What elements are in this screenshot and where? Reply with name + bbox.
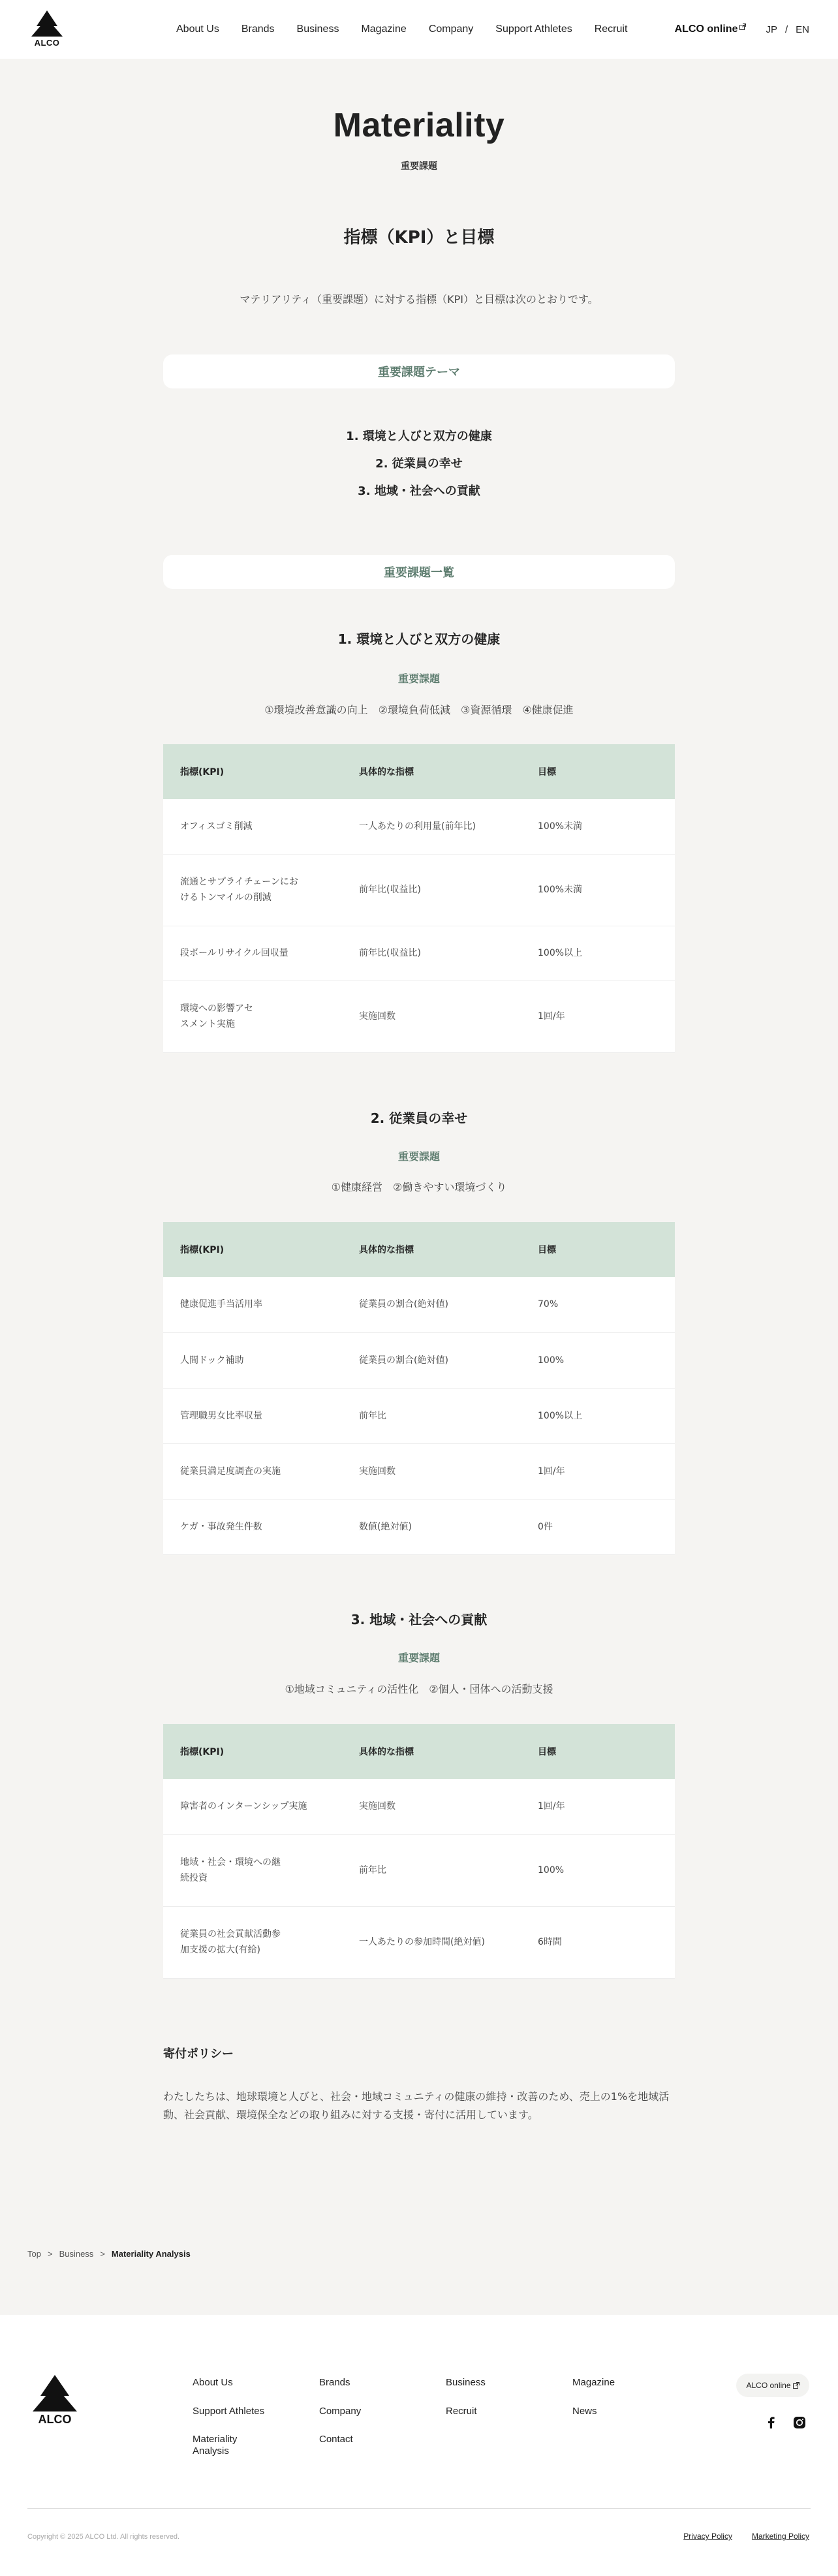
table-row <box>163 1277 675 1332</box>
cell-indicator: 前年比(収益比) <box>342 854 521 926</box>
cell-target: 70% <box>521 1277 675 1332</box>
section-items: ①環境改善意識の向上 ②環境負荷低減 ③資源循環 ④健康促進 <box>264 704 574 716</box>
cell-kpi: 障害者のインターンシップ実施 <box>163 1779 342 1834</box>
language-switch <box>766 24 809 35</box>
table-header-row <box>163 1222 675 1277</box>
nav-company[interactable]: Company <box>428 24 474 35</box>
site-footer <box>0 2315 838 2576</box>
cell-target: 100% <box>521 1332 675 1388</box>
page-title: Materiality <box>333 106 505 144</box>
cell-target: 100%以上 <box>521 1388 675 1443</box>
footer-logo[interactable] <box>27 2374 82 2426</box>
lang-jp[interactable]: JP <box>766 24 777 35</box>
cell-indicator: 実施回数 <box>342 1779 521 1834</box>
cell-target: 0件 <box>521 1499 675 1554</box>
table-row <box>163 1499 675 1554</box>
breadcrumb-business[interactable]: Business <box>59 2249 94 2259</box>
copyright: Copyright © 2025 ALCO Ltd. All rights reserved. <box>27 2533 180 2541</box>
header-target: 目標 <box>521 744 675 799</box>
breadcrumb-current: Materiality Analysis <box>111 2249 191 2259</box>
table-header-row <box>163 1724 675 1779</box>
footer-alco-online-button[interactable] <box>736 2374 809 2397</box>
site-header <box>0 0 838 59</box>
nav-support-athletes[interactable]: Support Athletes <box>495 24 572 35</box>
cell-kpi-text: 流通とサプライチェーンにおけるトンマイルの削減 <box>180 877 298 903</box>
nav-about-us[interactable]: About Us <box>176 24 219 35</box>
cell-target: 100%未満 <box>521 854 675 926</box>
table-row <box>163 981 675 1052</box>
section-label: 重要課題 <box>397 672 440 685</box>
table-row <box>163 1388 675 1443</box>
lang-separator: / <box>784 24 788 35</box>
table-row <box>163 799 675 854</box>
main-nav <box>176 0 649 59</box>
header-right <box>675 0 809 59</box>
cell-kpi: ケガ・事故発生件数 <box>163 1499 342 1554</box>
theme-pill: 重要課題テーマ <box>163 354 675 388</box>
footer-link-magazine[interactable]: Magazine <box>572 2377 615 2388</box>
footer-legal-links <box>683 2532 809 2541</box>
header-kpi: 指標(KPI) <box>163 1222 342 1277</box>
header-indicator: 具体的な指標 <box>342 1222 521 1277</box>
nav-magazine[interactable]: Magazine <box>361 24 407 35</box>
nav-brands[interactable]: Brands <box>241 24 275 35</box>
cell-indicator: 実施回数 <box>342 981 521 1052</box>
header-target: 目標 <box>521 1724 675 1779</box>
cell-kpi: 段ボールリサイクル回収量 <box>163 926 342 981</box>
header-indicator: 具体的な指標 <box>342 1724 521 1779</box>
footer-divider <box>27 2508 811 2509</box>
instagram-glyph <box>793 2416 806 2429</box>
facebook-icon[interactable] <box>764 2415 778 2430</box>
cell-target: 100%以上 <box>521 926 675 981</box>
kpi-table-2 <box>163 1222 675 1555</box>
table-header-row <box>163 744 675 799</box>
breadcrumb <box>27 2249 191 2259</box>
policy-text: わたしたちは、地球環境と人びと、社会・地域コミュニティの健康の維持・改善のため、売上の1%を地域活動、社会貢献、環境保全などの取り組みに対する支援・寄付に活用しています。 <box>163 2090 670 2121</box>
cell-kpi <box>163 1834 342 1906</box>
alco-logo[interactable] <box>27 9 67 48</box>
footer-logo-text: ALCO <box>38 2413 72 2426</box>
cell-target: 1回/年 <box>521 981 675 1052</box>
footer-link-news[interactable]: News <box>572 2406 597 2417</box>
list-pill: 重要課題一覧 <box>163 555 675 589</box>
cell-indicator: 前年比 <box>342 1388 521 1443</box>
breadcrumb-separator: > <box>100 2249 105 2259</box>
footer-link-about-us[interactable]: About Us <box>193 2377 233 2388</box>
section-label: 重要課題 <box>397 1150 440 1163</box>
cell-kpi-text: 地域・社会・環境への継続投資 <box>180 1857 281 1883</box>
table-row <box>163 926 675 981</box>
theme-item: 1. 環境と人びと双方の健康 <box>346 430 492 443</box>
cell-indicator: 一人あたりの利用量(前年比) <box>342 799 521 854</box>
section-items: ①地域コミュニティの活性化 ②個人・団体への活動支援 <box>285 1683 553 1695</box>
cell-kpi <box>163 854 342 926</box>
table-row <box>163 1779 675 1834</box>
section-title: 3. 地域・社会への貢献 <box>350 1612 488 1627</box>
privacy-policy-link[interactable]: Privacy Policy <box>683 2532 732 2541</box>
external-link-icon <box>793 2382 799 2389</box>
marketing-policy-link[interactable]: Marketing Policy <box>751 2532 809 2541</box>
page-subtitle: 重要課題 <box>401 161 437 172</box>
header-target: 目標 <box>521 1222 675 1277</box>
alco-online-label: ALCO online <box>674 24 738 35</box>
lead-text: マテリアリティ（重要課題）に対する指標（KPI）と目標は次のとおりです。 <box>240 293 598 306</box>
cell-target: 100%未満 <box>521 799 675 854</box>
policy-title: 寄付ポリシー <box>163 2047 234 2061</box>
nav-recruit[interactable]: Recruit <box>594 24 628 35</box>
cell-indicator: 数値(絶対値) <box>342 1499 521 1554</box>
theme-item: 3. 地域・社会への貢献 <box>358 484 480 498</box>
cell-indicator: 従業員の割合(絶対値) <box>342 1332 521 1388</box>
cell-kpi: 健康促進手当活用率 <box>163 1277 342 1332</box>
cell-indicator: 前年比(収益比) <box>342 926 521 981</box>
lang-en[interactable]: EN <box>796 24 809 35</box>
footer-link-business[interactable]: Business <box>446 2377 486 2388</box>
header-kpi: 指標(KPI) <box>163 744 342 799</box>
table-row <box>163 1443 675 1499</box>
cell-kpi: 管理職男女比率収量 <box>163 1388 342 1443</box>
table-row <box>163 854 675 926</box>
header-kpi: 指標(KPI) <box>163 1724 342 1779</box>
cell-kpi-text: 環境への影響アセスメント実施 <box>180 1003 253 1029</box>
cell-indicator: 従業員の割合(絶対値) <box>342 1277 521 1332</box>
alco-online-link[interactable] <box>675 24 747 35</box>
section-items: ①健康経営 ②働きやすい環境づくり <box>331 1181 507 1193</box>
cell-target: 6時間 <box>521 1906 675 1978</box>
section-label: 重要課題 <box>397 1652 440 1664</box>
footer-link-company[interactable]: Company <box>319 2406 362 2417</box>
header-indicator: 具体的な指標 <box>342 744 521 799</box>
theme-item: 2. 従業員の幸せ <box>375 457 463 471</box>
external-link-icon <box>739 24 746 30</box>
cell-kpi: 従業員満足度調査の実施 <box>163 1443 342 1499</box>
cell-kpi <box>163 1906 342 1978</box>
cell-kpi: オフィスゴミ削減 <box>163 799 342 854</box>
instagram-icon[interactable] <box>792 2415 807 2430</box>
footer-link-support-athletes[interactable]: Support Athletes <box>193 2406 265 2417</box>
mountain-logo-icon <box>27 9 67 39</box>
kpi-heading: 指標（KPI）と目標 <box>343 228 495 247</box>
section-title: 1. 環境と人びと双方の健康 <box>337 631 501 647</box>
footer-link-recruit[interactable]: Recruit <box>446 2406 477 2417</box>
theme-list <box>0 423 838 505</box>
breadcrumb-top[interactable]: Top <box>27 2249 41 2259</box>
cell-indicator: 前年比 <box>342 1834 521 1906</box>
table-row <box>163 1834 675 1906</box>
cell-indicator: 実施回数 <box>342 1443 521 1499</box>
footer-link-materiality[interactable]: Materiality Analysis <box>193 2434 238 2457</box>
footer-alco-online-label: ALCO online <box>746 2381 791 2390</box>
cell-kpi: 人間ドック補助 <box>163 1332 342 1388</box>
cell-kpi-text: 従業員の社会貢献活動参加支援の拡大(有給) <box>180 1929 281 1955</box>
table-row <box>163 1906 675 1978</box>
mountain-logo-icon <box>27 2374 82 2413</box>
facebook-glyph <box>766 2417 775 2428</box>
cell-kpi <box>163 981 342 1052</box>
breadcrumb-separator: > <box>47 2249 53 2259</box>
cell-target: 100% <box>521 1834 675 1906</box>
footer-link-contact[interactable]: Contact <box>319 2434 353 2445</box>
kpi-table-3 <box>163 1724 675 1979</box>
cell-target: 1回/年 <box>521 1779 675 1834</box>
cell-target: 1回/年 <box>521 1443 675 1499</box>
table-row <box>163 1332 675 1388</box>
cell-indicator: 一人あたりの参加時間(絶対値) <box>342 1906 521 1978</box>
logo-text: ALCO <box>34 38 60 48</box>
section-title: 2. 従業員の幸せ <box>370 1110 468 1126</box>
kpi-table-1 <box>163 744 675 1053</box>
footer-link-brands[interactable]: Brands <box>319 2377 350 2388</box>
nav-business[interactable]: Business <box>296 24 339 35</box>
